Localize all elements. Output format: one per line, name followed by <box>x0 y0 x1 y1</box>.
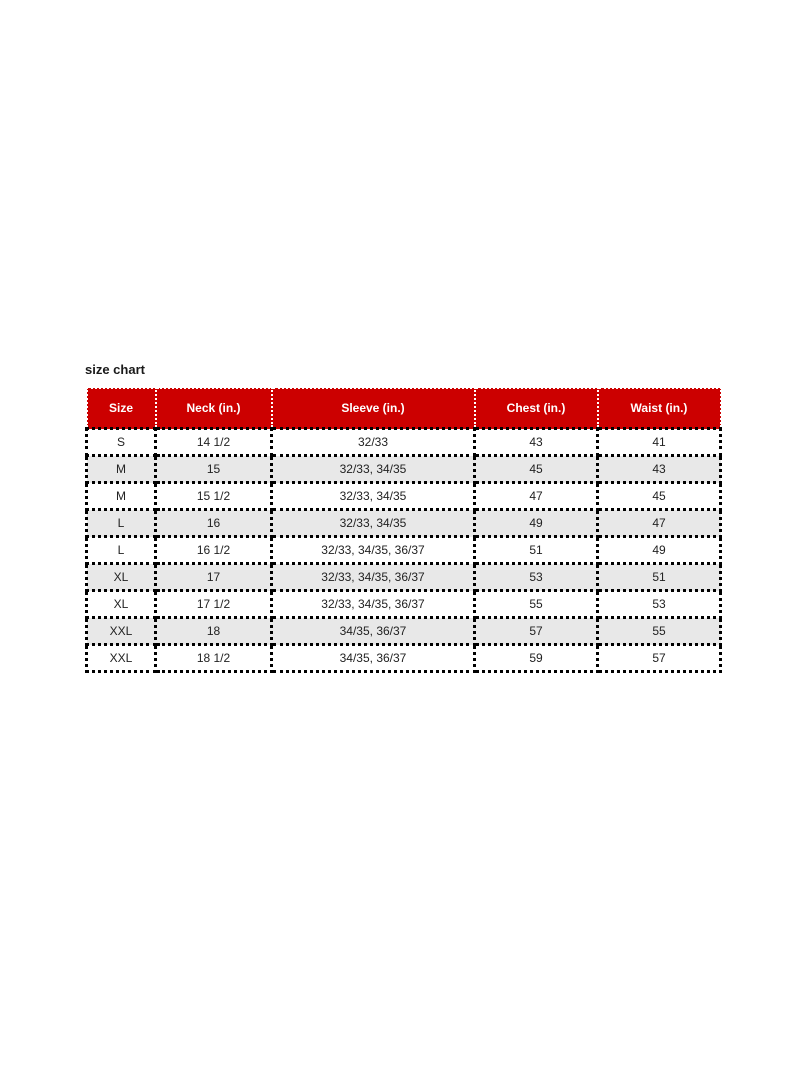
cell-neck: 14 1/2 <box>156 429 272 456</box>
cell-chest: 45 <box>475 456 598 483</box>
cell-neck: 17 1/2 <box>156 591 272 618</box>
cell-size: M <box>87 483 156 510</box>
table-header-row <box>87 388 721 429</box>
cell-size: XXL <box>87 645 156 672</box>
cell-size: XXL <box>87 618 156 645</box>
cell-waist: 45 <box>598 483 721 510</box>
table-row <box>87 645 721 672</box>
size-chart-title: size chart <box>85 362 145 377</box>
cell-size: L <box>87 537 156 564</box>
cell-size: M <box>87 456 156 483</box>
cell-waist: 55 <box>598 618 721 645</box>
cell-neck: 16 1/2 <box>156 537 272 564</box>
cell-size: L <box>87 510 156 537</box>
cell-neck: 16 <box>156 510 272 537</box>
cell-chest: 49 <box>475 510 598 537</box>
cell-waist: 43 <box>598 456 721 483</box>
cell-waist: 53 <box>598 591 721 618</box>
table-row <box>87 429 721 456</box>
cell-size: S <box>87 429 156 456</box>
cell-neck: 15 1/2 <box>156 483 272 510</box>
cell-sleeve: 32/33 <box>272 429 475 456</box>
cell-neck: 18 1/2 <box>156 645 272 672</box>
column-header-sleeve: Sleeve (in.) <box>272 388 475 429</box>
cell-sleeve: 34/35, 36/37 <box>272 618 475 645</box>
column-header-waist: Waist (in.) <box>598 388 721 429</box>
table-row <box>87 618 721 645</box>
cell-neck: 17 <box>156 564 272 591</box>
table-row <box>87 483 721 510</box>
cell-sleeve: 32/33, 34/35 <box>272 456 475 483</box>
cell-chest: 51 <box>475 537 598 564</box>
cell-chest: 57 <box>475 618 598 645</box>
cell-sleeve: 32/33, 34/35, 36/37 <box>272 537 475 564</box>
table-row <box>87 456 721 483</box>
cell-chest: 43 <box>475 429 598 456</box>
cell-chest: 55 <box>475 591 598 618</box>
cell-waist: 41 <box>598 429 721 456</box>
table-row <box>87 510 721 537</box>
cell-waist: 49 <box>598 537 721 564</box>
cell-neck: 18 <box>156 618 272 645</box>
cell-sleeve: 32/33, 34/35, 36/37 <box>272 591 475 618</box>
table-row <box>87 564 721 591</box>
table-row <box>87 537 721 564</box>
cell-sleeve: 32/33, 34/35 <box>272 510 475 537</box>
cell-waist: 57 <box>598 645 721 672</box>
cell-chest: 47 <box>475 483 598 510</box>
cell-waist: 51 <box>598 564 721 591</box>
cell-neck: 15 <box>156 456 272 483</box>
cell-sleeve: 32/33, 34/35 <box>272 483 475 510</box>
cell-chest: 53 <box>475 564 598 591</box>
cell-size: XL <box>87 564 156 591</box>
column-header-size: Size <box>87 388 156 429</box>
cell-size: XL <box>87 591 156 618</box>
cell-chest: 59 <box>475 645 598 672</box>
size-chart-table <box>85 387 722 673</box>
column-header-neck: Neck (in.) <box>156 388 272 429</box>
table-row <box>87 591 721 618</box>
column-header-chest: Chest (in.) <box>475 388 598 429</box>
cell-sleeve: 34/35, 36/37 <box>272 645 475 672</box>
cell-sleeve: 32/33, 34/35, 36/37 <box>272 564 475 591</box>
cell-waist: 47 <box>598 510 721 537</box>
